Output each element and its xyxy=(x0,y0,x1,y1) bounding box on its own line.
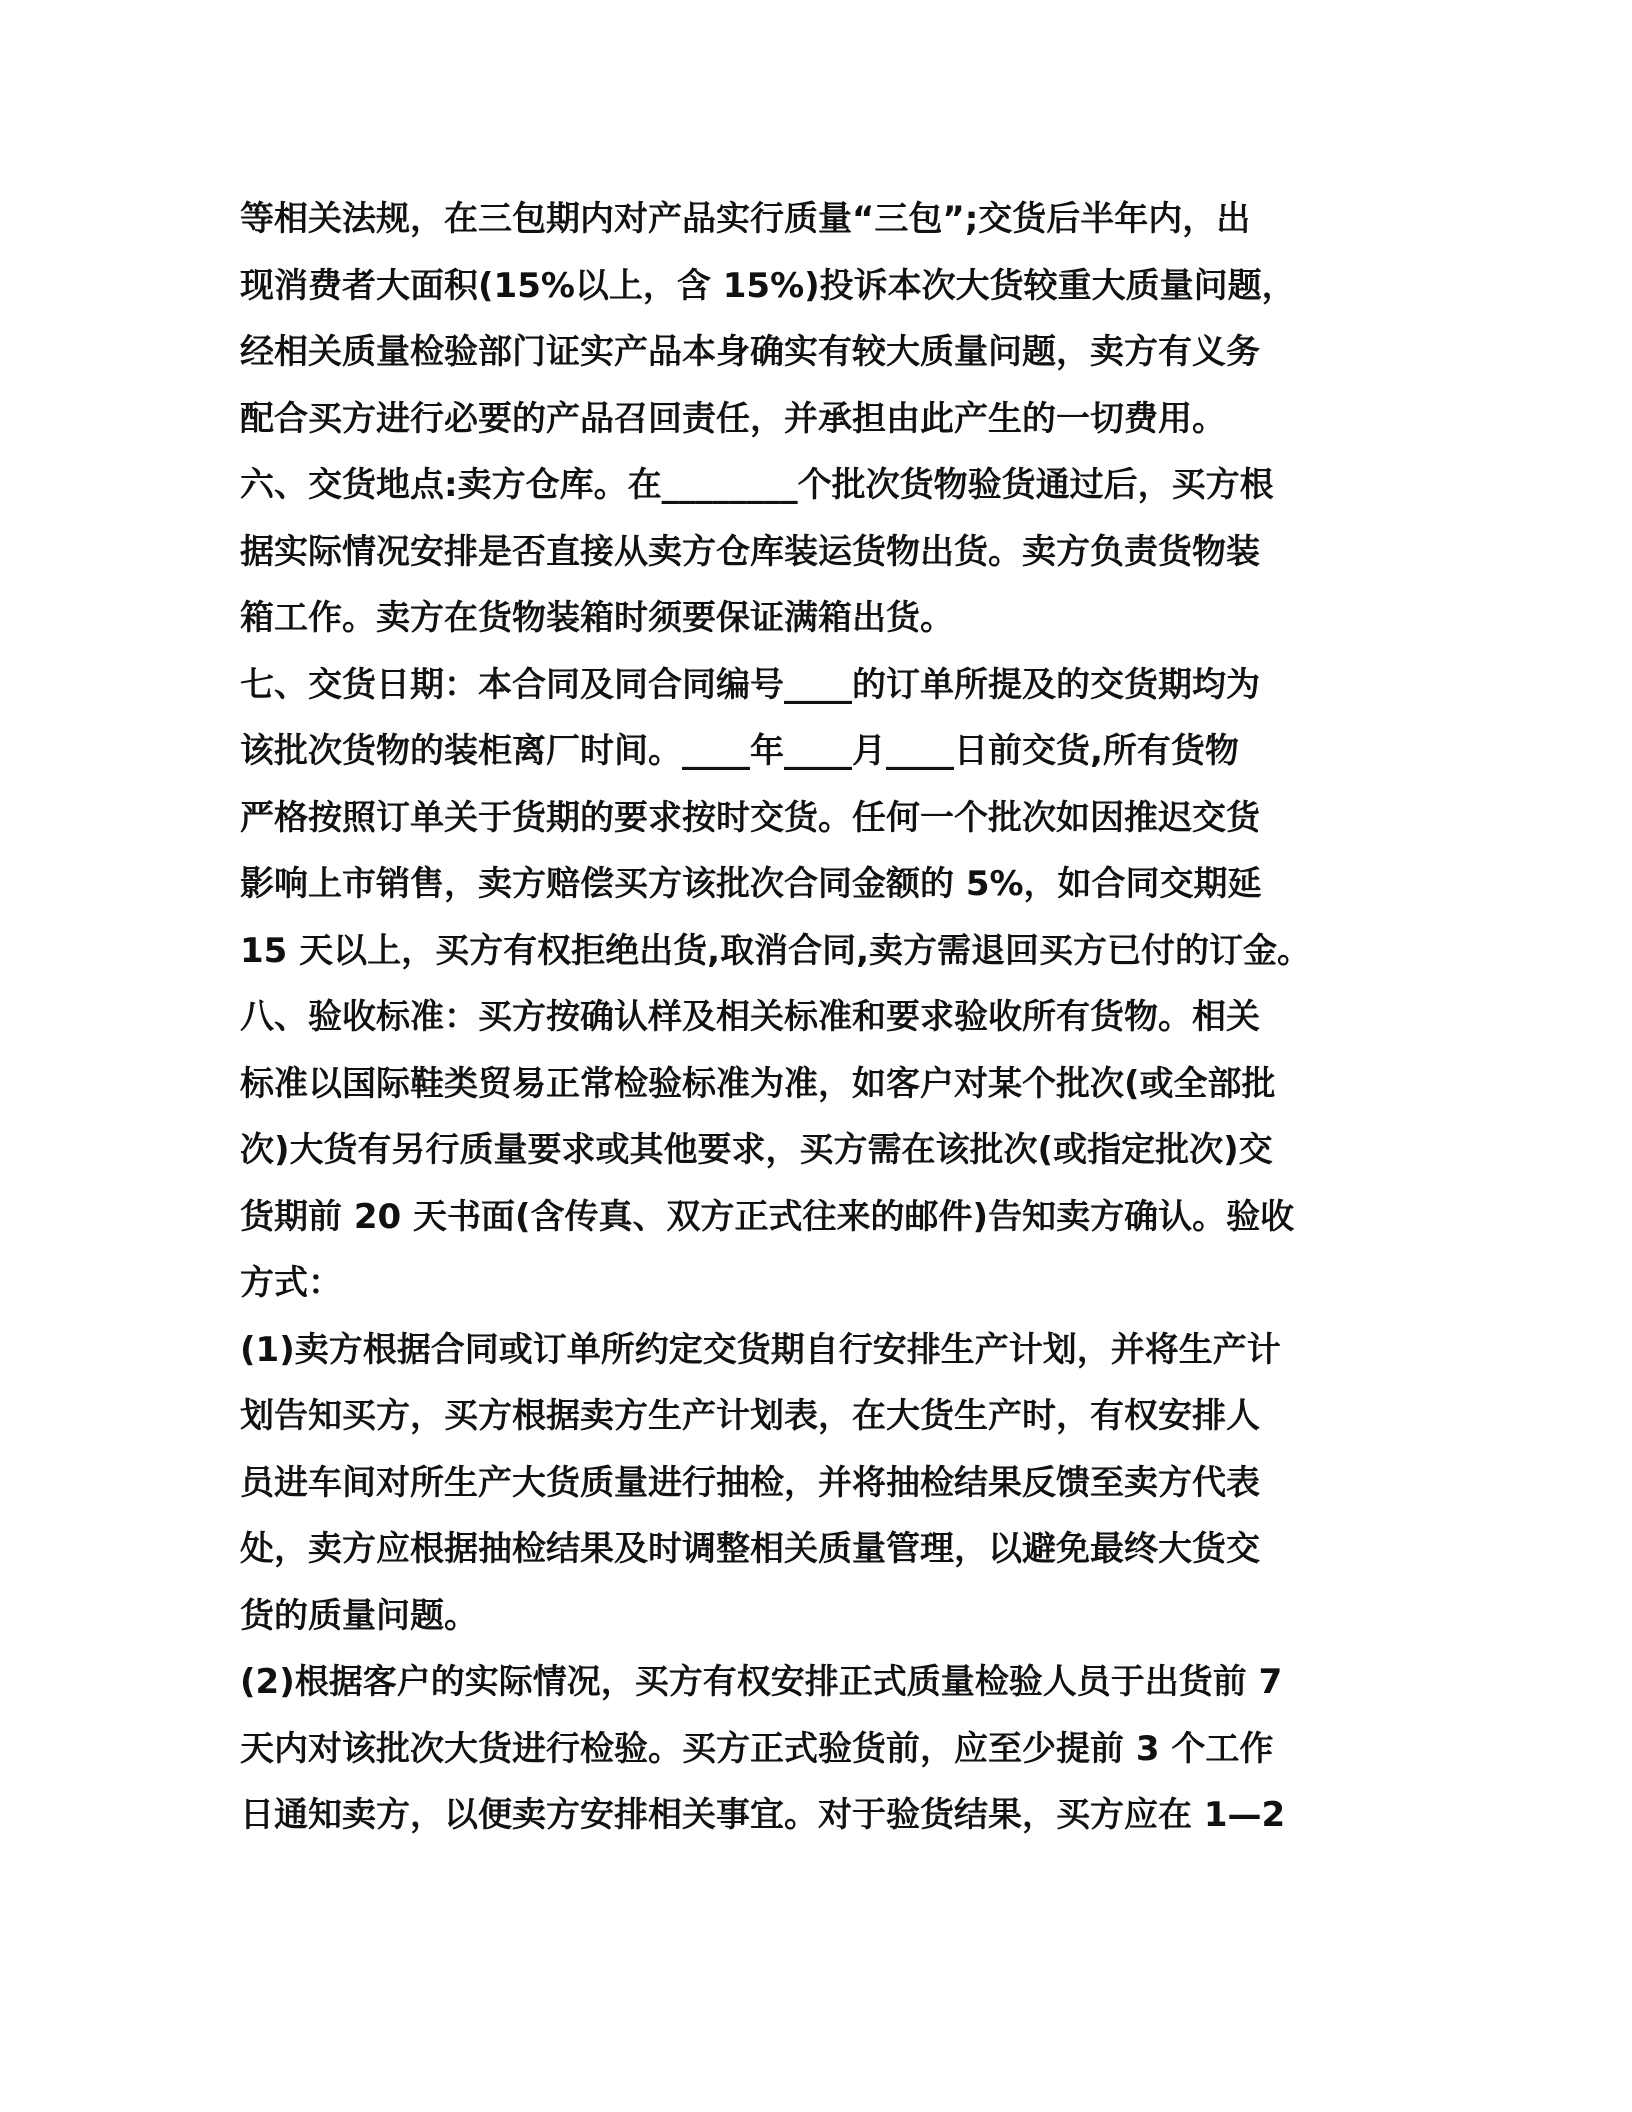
text-line: 处，卖方应根据抽检结果及时调整相关质量管理，以避免最终大货交 xyxy=(240,1529,1260,1569)
text-line: 配合买方进行必要的产品召回责任，并承担由此产生的一切费用。 xyxy=(240,398,1226,439)
text-line: 严格按照订单关于货期的要求按时交货。任何一个批次如因推迟交货 xyxy=(240,797,1260,838)
section-six-heading-line: 六、交货地点:卖方仓库。在________个批次货物验货通过后，买方根 xyxy=(240,465,1274,505)
text-line: 15 天以上，买方有权拒绝出货,取消合同,卖方需退回买方已付的订金。 xyxy=(240,930,1311,971)
text-line: 箱工作。卖方在货物装箱时须要保证满箱出货。 xyxy=(240,598,954,638)
text-line: 影响上市销售，卖方赔偿买方该批次合同金额的 5%，如合同交期延 xyxy=(240,864,1262,904)
text-line: 标准以国际鞋类贸易正常检验标准为准，如客户对某个批次(或全部批 xyxy=(240,1063,1276,1104)
text-line: 等相关法规，在三包期内对产品实行质量“三包”;交货后半年内，出 xyxy=(240,199,1251,239)
text-line: 货期前 20 天书面(含传真、双方正式往来的邮件)告知卖方确认。验收 xyxy=(240,1196,1295,1237)
text-line: 该批次货物的装柜离厂时间。____年____月____日前交货,所有货物 xyxy=(240,731,1239,771)
text-line: 划告知买方，买方根据卖方生产计划表，在大货生产时，有权安排人 xyxy=(240,1396,1260,1436)
clause-two-line: (2)根据客户的实际情况，买方有权安排正式质量检验人员于出货前 7 xyxy=(240,1662,1283,1702)
text-line: 员进车间对所生产大货质量进行抽检，并将抽检结果反馈至卖方代表 xyxy=(240,1462,1260,1503)
section-seven-heading-line: 七、交货日期：本合同及同合同编号____的订单所提及的交货期均为 xyxy=(240,664,1260,705)
text-line: 经相关质量检验部门证实产品本身确实有较大质量问题，卖方有义务 xyxy=(240,332,1260,372)
contract-text-body xyxy=(240,186,1400,1849)
text-line: 现消费者大面积(15%以上，含 15%)投诉本次大货较重大质量问题， xyxy=(240,265,1296,306)
text-line: 据实际情况安排是否直接从卖方仓库装运货物出货。卖方负责货物装 xyxy=(240,531,1260,572)
text-line: 天内对该批次大货进行检验。买方正式验货前，应至少提前 3 个工作 xyxy=(240,1728,1274,1769)
text-line: 货的质量问题。 xyxy=(240,1595,478,1636)
text-line: 日通知卖方，以便卖方安排相关事宜。对于验货结果，买方应在 1—2 xyxy=(240,1795,1286,1835)
clause-one-line: (1)卖方根据合同或订单所约定交货期自行安排生产计划，并将生产计 xyxy=(240,1329,1281,1370)
section-eight-heading-line: 八、验收标准：买方按确认样及相关标准和要求验收所有货物。相关 xyxy=(240,997,1260,1037)
text-line: 次)大货有另行质量要求或其他要求，买方需在该批次(或指定批次)交 xyxy=(240,1130,1273,1170)
text-line: 方式： xyxy=(240,1263,342,1303)
